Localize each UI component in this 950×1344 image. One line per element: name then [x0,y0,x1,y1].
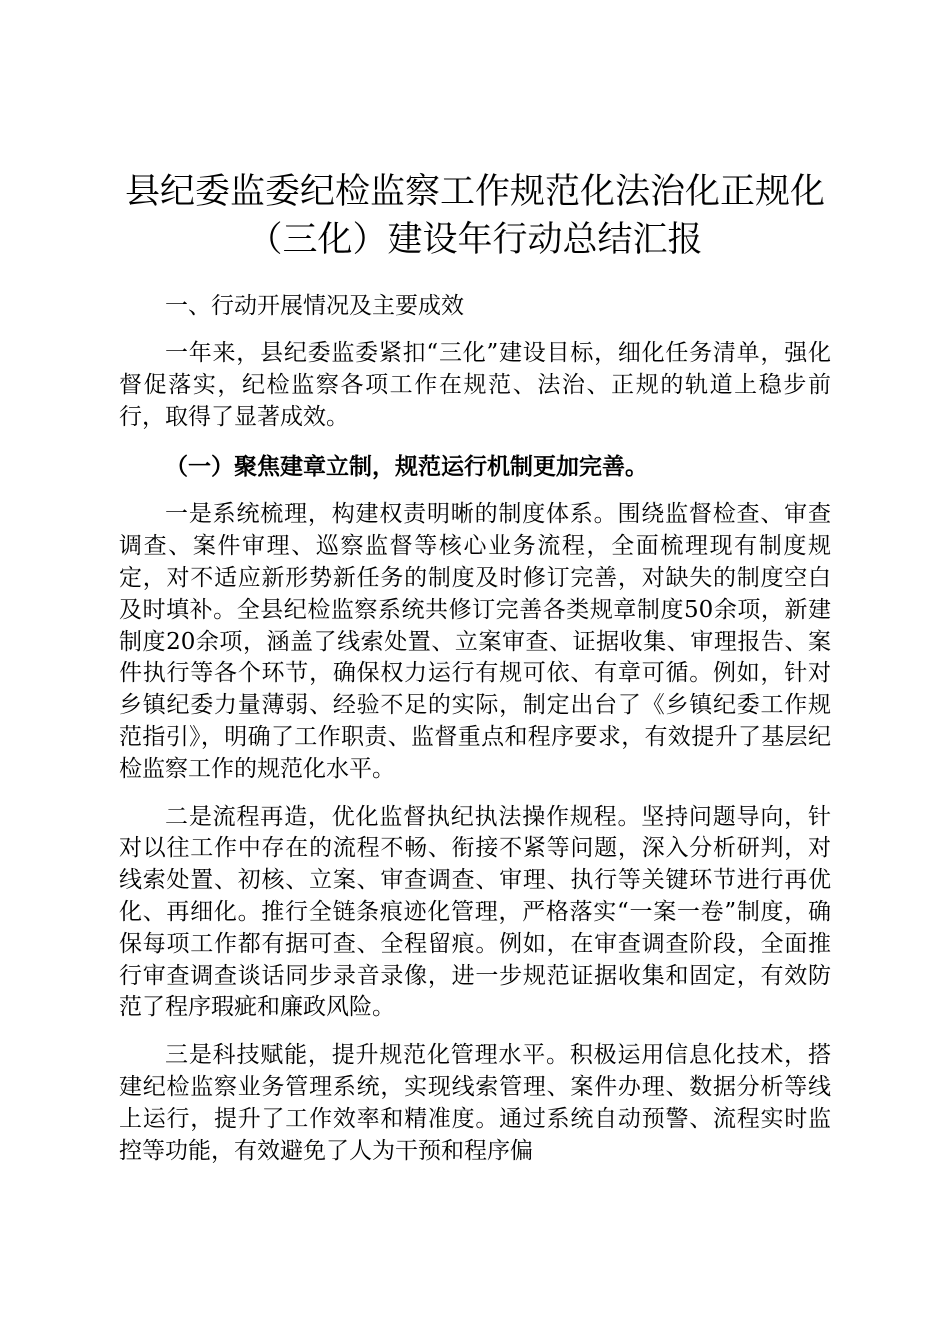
body-paragraph-2: 二是流程再造，优化监督执纪执法操作规程。坚持问题导向，针对以往工作中存在的流程不畅、衔接不紧等问题，深入分析研判，对线索处置、初核、立案、审查调查、审理、执行等关键环节进行再优化、再细化。推行全链条痕迹化管理，严格落实“一案一卷”制度，确保每项工作都有据可查、全程留痕。例如，在审查调查阶段，全面推行审查调查谈话同步录音录像，进一步规范证据收集和固定，有效防范了程序瑕疵和廉政风险。 [119,803,831,1021]
body-paragraph-1: 一是系统梳理，构建权责明晰的制度体系。围绕监督检查、审查调查、案件审理、巡察监督等核心业务流程，全面梳理现有制度规定，对不适应新形势新任务的制度及时修订完善，对缺失的制度空白及时填补。全县纪检监察系统共修订完善各类规章制度50余项，新建制度20余项，涵盖了线索处置、立案审查、证据收集、审理报告、案件执行等各个环节，确保权力运行有规可依、有章可循。例如，针对乡镇纪委力量薄弱、经验不足的实际，制定出台了《乡镇纪委工作规范指引》，明确了工作职责、监督重点和程序要求，有效提升了基层纪检监察工作的规范化水平。 [119,501,831,782]
body-paragraph-3: 三是科技赋能，提升规范化管理水平。积极运用信息化技术，搭建纪检监察业务管理系统，实现线索管理、案件办理、数据分析等线上运行，提升了工作效率和精准度。通过系统自动预警、流程实时监控等功能，有效避免了人为干预和程序偏 [119,1042,831,1164]
document-page [119,168,831,1167]
document-title-line-1: 县纪委监委纪检监察工作规范化法治化正规化 [124,172,825,212]
document-title [119,168,831,264]
intro-paragraph: 一年来，县纪委监委紧扣“三化”建设目标，细化任务清单，强化督促落实，纪检监察各项工作在规范、法治、正规的轨道上稳步前行，取得了显著成效。 [119,340,831,430]
subsection-heading: （一）聚焦建章立制，规范运行机制更加完善。 [165,453,648,481]
section-heading: 一、行动开展情况及主要成效 [165,293,464,319]
document-title-line-2: （三化）建设年行动总结汇报 [247,220,703,260]
